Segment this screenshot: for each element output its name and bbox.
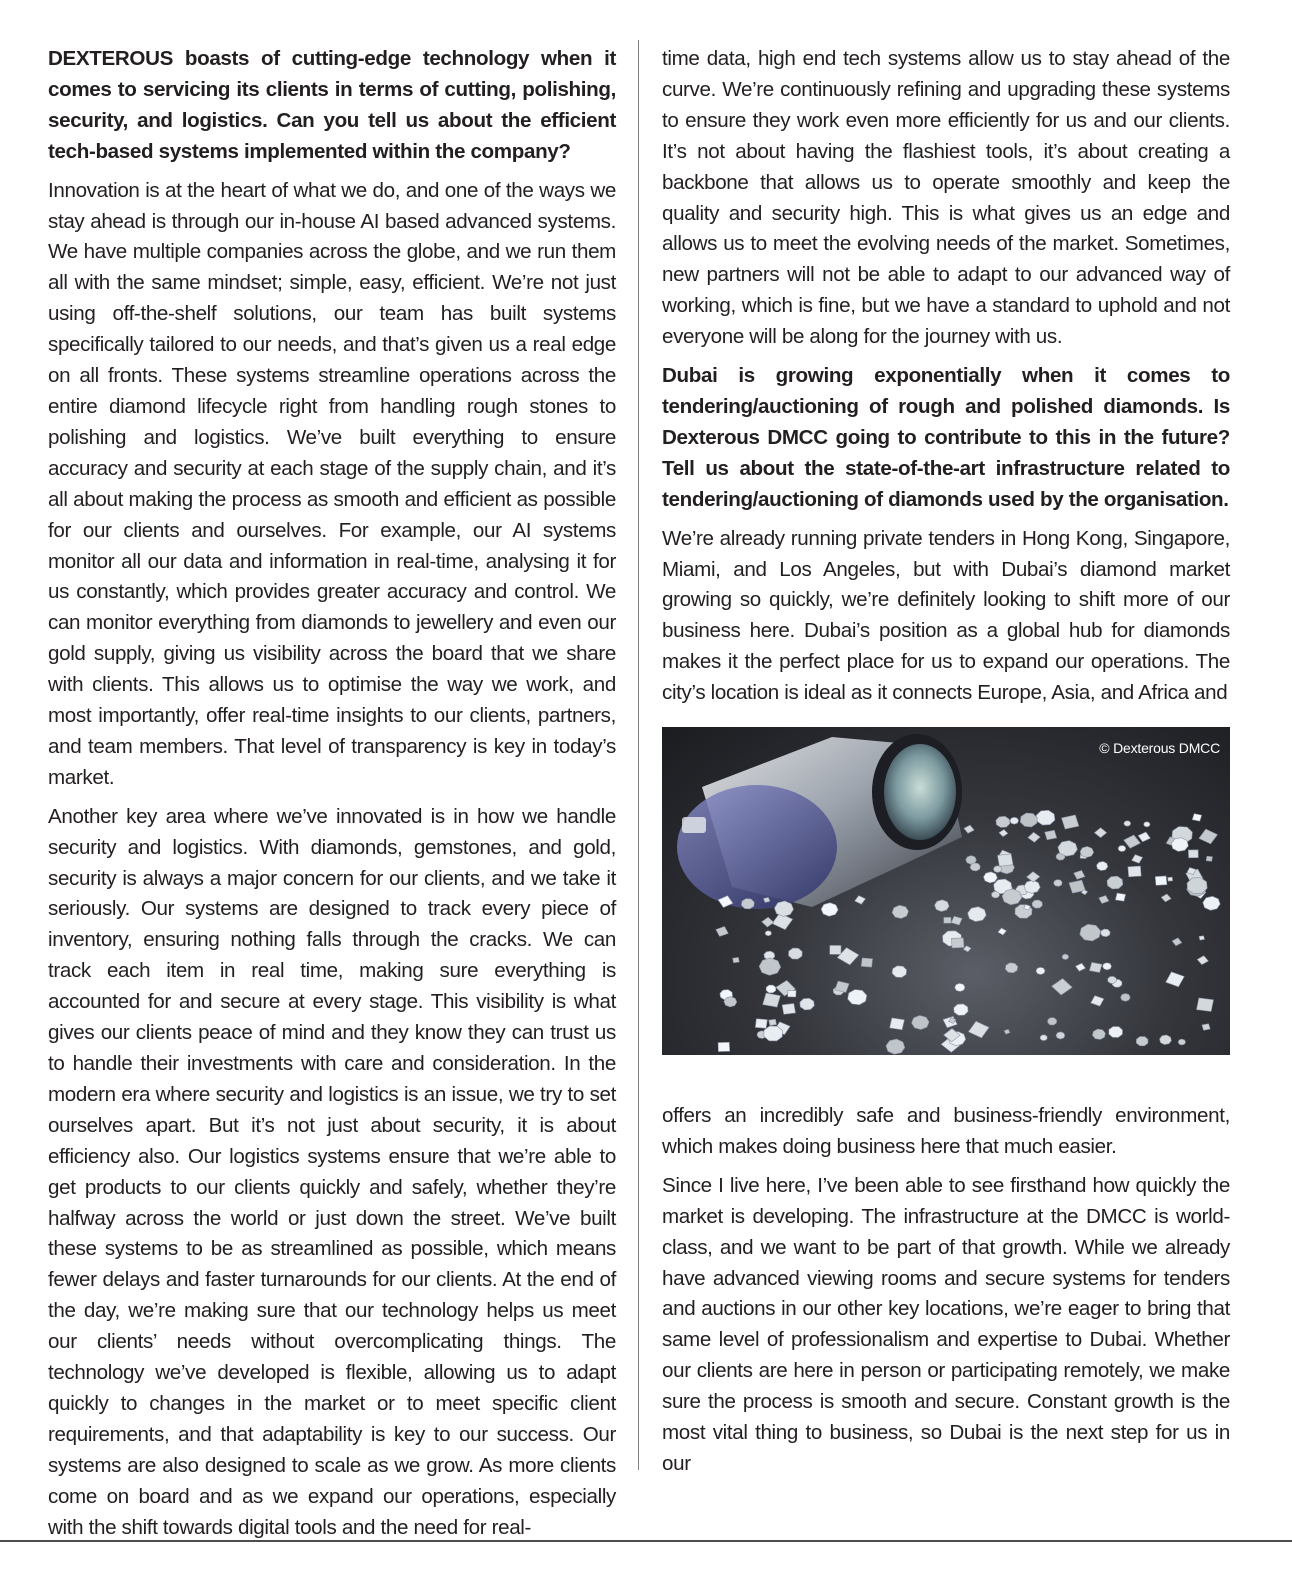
- column-divider: [638, 40, 639, 1470]
- diamond-stone: [1160, 1035, 1172, 1045]
- diamond-stone: [1099, 896, 1109, 904]
- diamond-stone: [855, 896, 866, 905]
- diamond-stone: [788, 990, 796, 997]
- diamond-stone: [1132, 855, 1143, 864]
- diamond-stone: [1124, 835, 1141, 848]
- diamond-stone: [890, 1018, 905, 1030]
- diamond-stone: [1128, 866, 1141, 877]
- diamond-stone: [1097, 862, 1108, 871]
- diamond-stone: [892, 905, 908, 918]
- diamond-stone: [766, 985, 776, 993]
- diamond-stone: [1118, 845, 1126, 851]
- diamond-stone: [1109, 1027, 1123, 1038]
- diamond-stone: [1107, 876, 1123, 889]
- diamond-stone: [762, 917, 774, 927]
- diamond-stone: [733, 957, 740, 962]
- diamond-stone: [951, 938, 964, 948]
- right-column: [662, 44, 1230, 1488]
- photo-credit: © Dexterous DMCC: [1099, 740, 1220, 757]
- diamond-stone: [1045, 830, 1057, 840]
- diamond-stone: [1199, 936, 1205, 940]
- diamond-stone: [1197, 998, 1214, 1012]
- diamond-stone: [724, 997, 737, 1007]
- answer-paragraph-dmcc-growth: Since I live here, I’ve been able to see firsthand how quickly the market is developing. The infrastructure at the DMCC is world-class, and we want to be part of that growth. While we already have advanced viewing rooms and secure systems for tenders and auctions in our other key locations, we’re eager to bring that same level of professionalism and expertise to Dubai. Whether our clients are here in person or participating remotely, we make sure the process is smooth and secure. Constant growth is the most vital thing to business, so Dubai is the next step for us in our: [662, 1173, 1230, 1475]
- diamond-stone: [1062, 954, 1069, 959]
- diamond-stone: [912, 1015, 930, 1029]
- diamond-stone: [1166, 972, 1185, 987]
- diamond-stone: [1010, 817, 1019, 824]
- diamond-stone: [1058, 841, 1078, 857]
- diamond-stone: [1199, 829, 1218, 844]
- diamond-stone: [1161, 894, 1171, 902]
- diamond-stone: [821, 903, 838, 917]
- diamonds-photo: [662, 727, 1230, 1055]
- diamond-stone: [755, 1019, 767, 1029]
- diamond-stone: [861, 958, 872, 967]
- diamond-stone: [1028, 832, 1040, 842]
- diamond-stone: [1092, 1029, 1105, 1039]
- diamond-stone: [1094, 828, 1106, 838]
- diamond-stone: [1080, 924, 1101, 941]
- diamond-stone: [1091, 996, 1104, 1007]
- diamond-stone: [1024, 880, 1040, 893]
- diamond-stone: [800, 998, 815, 1010]
- diamond-stone: [964, 825, 974, 833]
- diamond-stone: [955, 983, 965, 991]
- answer-paragraph-innovation: Innovation is at the heart of what we do, and one of the ways we stay ahead is through our in-house AI based advanced systems. We have multiple companies across the globe, and we run them all with the same mindset; simple, easy, efficient. We’re not just using off-the-shelf solutions, our team has built systems specifically tailored to our needs, and that’s given us a real edge on all fronts. These systems streamline operations across the entire diamond lifecycle right from handling rough stones to polishing and logistics. We’ve built everything to ensure accuracy and security at each stage of the supply chain, and it’s all about making the process as smooth and efficient as possible for our clients and ourselves. For example, our AI systems monitor all our data and information in real-time, analysing it for us constantly, which provides greater accuracy and control. We can monitor everything from diamonds to jewellery and even our gold supply, giving us visibility across the board that we share with clients. This allows us to optimise the way we work, and most importantly, offer real-time insights to our clients, partners, and team members. That level of transparency is key in today’s market.: [48, 178, 616, 789]
- diamond-stone: [1027, 872, 1040, 883]
- diamond-stone: [954, 1004, 968, 1016]
- diamond-stone: [1103, 963, 1112, 970]
- diamond-stone: [1036, 810, 1055, 825]
- diamond-stone: [848, 990, 867, 1005]
- diamond-stone: [1040, 1035, 1047, 1041]
- diamond-stone: [1056, 1032, 1065, 1039]
- diamond-stone: [741, 899, 754, 909]
- diamond-stone: [1005, 963, 1018, 973]
- diamond-stone: [1197, 956, 1208, 965]
- diamond-stone: [774, 901, 793, 916]
- diamond-stone: [763, 993, 781, 1007]
- diamond-stone: [782, 1004, 795, 1015]
- diamond-stone: [963, 946, 971, 952]
- diamond-stone: [1115, 893, 1125, 901]
- diamond-stone: [886, 1039, 905, 1054]
- diamonds-illustration: [662, 727, 1230, 1055]
- diamond-stone: [1206, 856, 1212, 861]
- diamond-stone: [764, 1026, 783, 1041]
- diamond-stone: [998, 928, 1007, 935]
- diamond-stone: [789, 948, 803, 959]
- diamond-stone: [759, 958, 781, 975]
- diamond-stone: [951, 916, 962, 925]
- diamond-stone: [765, 931, 771, 936]
- diamond-stone: [769, 1019, 777, 1025]
- diamond-stone: [1187, 878, 1207, 894]
- loupe-shape: [677, 734, 962, 909]
- interview-question-technology: DEXTEROUS boasts of cutting-edge technology when it comes to servicing its clients in terms of cutting, polishing, security, and logistics. Can you tell us about the efficient tech-based systems implemented within the company?: [48, 47, 616, 163]
- diamond-stone: [1144, 822, 1151, 827]
- diamond-stone: [716, 927, 728, 937]
- diamond-stone: [1171, 838, 1188, 852]
- diamond-stone: [1052, 979, 1073, 996]
- diamond-stone: [892, 966, 907, 978]
- answer-paragraph-dubai-environment: offers an incredibly safe and business-friendly environment, which makes doing business here that much easier.: [662, 1104, 1230, 1158]
- diamond-stone: [1054, 880, 1063, 887]
- diamond-stone: [1192, 814, 1202, 822]
- diamond-stone: [1074, 870, 1085, 879]
- diamond-stone: [1108, 976, 1117, 983]
- diamond-stone: [1178, 1039, 1186, 1045]
- diamond-stone: [970, 863, 980, 871]
- diamond-stone: [968, 1021, 989, 1038]
- answer-paragraph-continued: time data, high end tech systems allow us to stay ahead of the curve. We’re continuously refining and upgrading these systems to ensure they work even more efficiently for us and our clients. It’s not about having the flashiest tools, it’s about creating a backbone that allows us to operate smoothly and keep the quality and security high. This is what gives us an edge and allows us to meet the evolving needs of the market. Sometimes, new partners will not be able to adapt to our advanced way of working, which is fine, but we have a standard to uphold and not everyone will be along for the journey with us.: [662, 47, 1230, 349]
- diamond-stone: [1020, 813, 1037, 827]
- diamond-stone: [1062, 815, 1079, 829]
- diamond-stone: [1138, 832, 1150, 842]
- diamond-stone: [935, 900, 950, 912]
- diamond-stone: [1188, 850, 1198, 858]
- diamond-stone: [1155, 876, 1167, 885]
- left-column: [48, 44, 616, 1552]
- diamond-stone: [999, 830, 1008, 837]
- diamond-stone: [1032, 900, 1042, 908]
- diamond-stone: [1002, 889, 1022, 905]
- diamond-stone: [983, 872, 997, 883]
- diamond-stone: [944, 917, 951, 923]
- diamond-stone: [1089, 962, 1102, 972]
- diamond-stone: [1202, 1024, 1210, 1031]
- diamond-stone: [1121, 994, 1131, 1002]
- diamond-stone: [998, 854, 1014, 867]
- diamond-stone: [1124, 821, 1131, 827]
- diamond-stone: [718, 1042, 730, 1051]
- interview-question-dubai: Dubai is growing exponentially when it comes to tendering/auctioning of rough and polished diamonds. Is Dexterous DMCC going to contribute to this in the future? Tell us about the state-of-the-art infrastructure related to tendering/auctioning of diamonds used by the organisation.: [662, 364, 1230, 511]
- diamond-stone: [1004, 1029, 1010, 1034]
- answer-paragraph-security-logistics: Another key area where we’ve innovated is in how we handle security and logistics. With diamonds, gemstones, and gold, security is always a major concern for our clients, and we take it seriously. Our systems are designed to track every piece of inventory, ensuring nothing falls through the cracks. We can track each item in real time, making sure everything is accounted for and secure at every stage. This visibility is what gives our clients peace of mind and they know they can trust us to handle their investments with care and consideration. In the modern era where security and logistics is an issue, we try to set ourselves apart. But it’s not just about security, it is about efficiency also. Our logistics systems ensure that we’re able to get products to our clients quickly and safely, whether they’re halfway across the world or just down the street. We’ve built these systems to be as streamlined as possible, which means fewer delays and faster turnarounds for our clients. At the end of the day, we’re making sure that our technology helps us meet our clients’ needs without overcomplicating things. The technology we’ve developed is flexible, allowing us to adapt quickly to changes in the market or to meet specific client requirements, and that adaptability is key to our success. Our systems are also designed to scale as we grow. As more clients come on board and as we expand our operations, especially with the shift towards digital tools and the need for real-: [48, 804, 616, 1539]
- diamond-stone: [1076, 963, 1086, 971]
- diamond-stone: [1048, 1018, 1057, 1026]
- footer-rule: [0, 1540, 1292, 1542]
- answer-paragraph-private-tenders: We’re already running private tenders in Hong Kong, Singapore, Miami, and Los Angeles, but with Dubai’s diamond market growing so quickly, we’re definitely looking to shift more of our business here. Dubai’s position as a global hub for diamonds makes it the perfect place for us to expand our operations. The city’s location is ideal as it connects Europe, Asia, and Africa and: [662, 526, 1230, 705]
- diamond-stone: [1136, 1037, 1148, 1046]
- diamond-stone: [1101, 929, 1111, 937]
- diamond-stone: [1203, 896, 1220, 910]
- diamond-stone: [993, 866, 1001, 873]
- diamond-stone: [1168, 877, 1173, 881]
- diamond-stone: [1036, 967, 1045, 974]
- diamond-stone: [1080, 847, 1094, 858]
- diamond-stone: [996, 816, 1010, 827]
- diamond-stone: [830, 945, 841, 954]
- diamond-stone: [968, 907, 987, 922]
- diamond-stone: [1172, 938, 1182, 946]
